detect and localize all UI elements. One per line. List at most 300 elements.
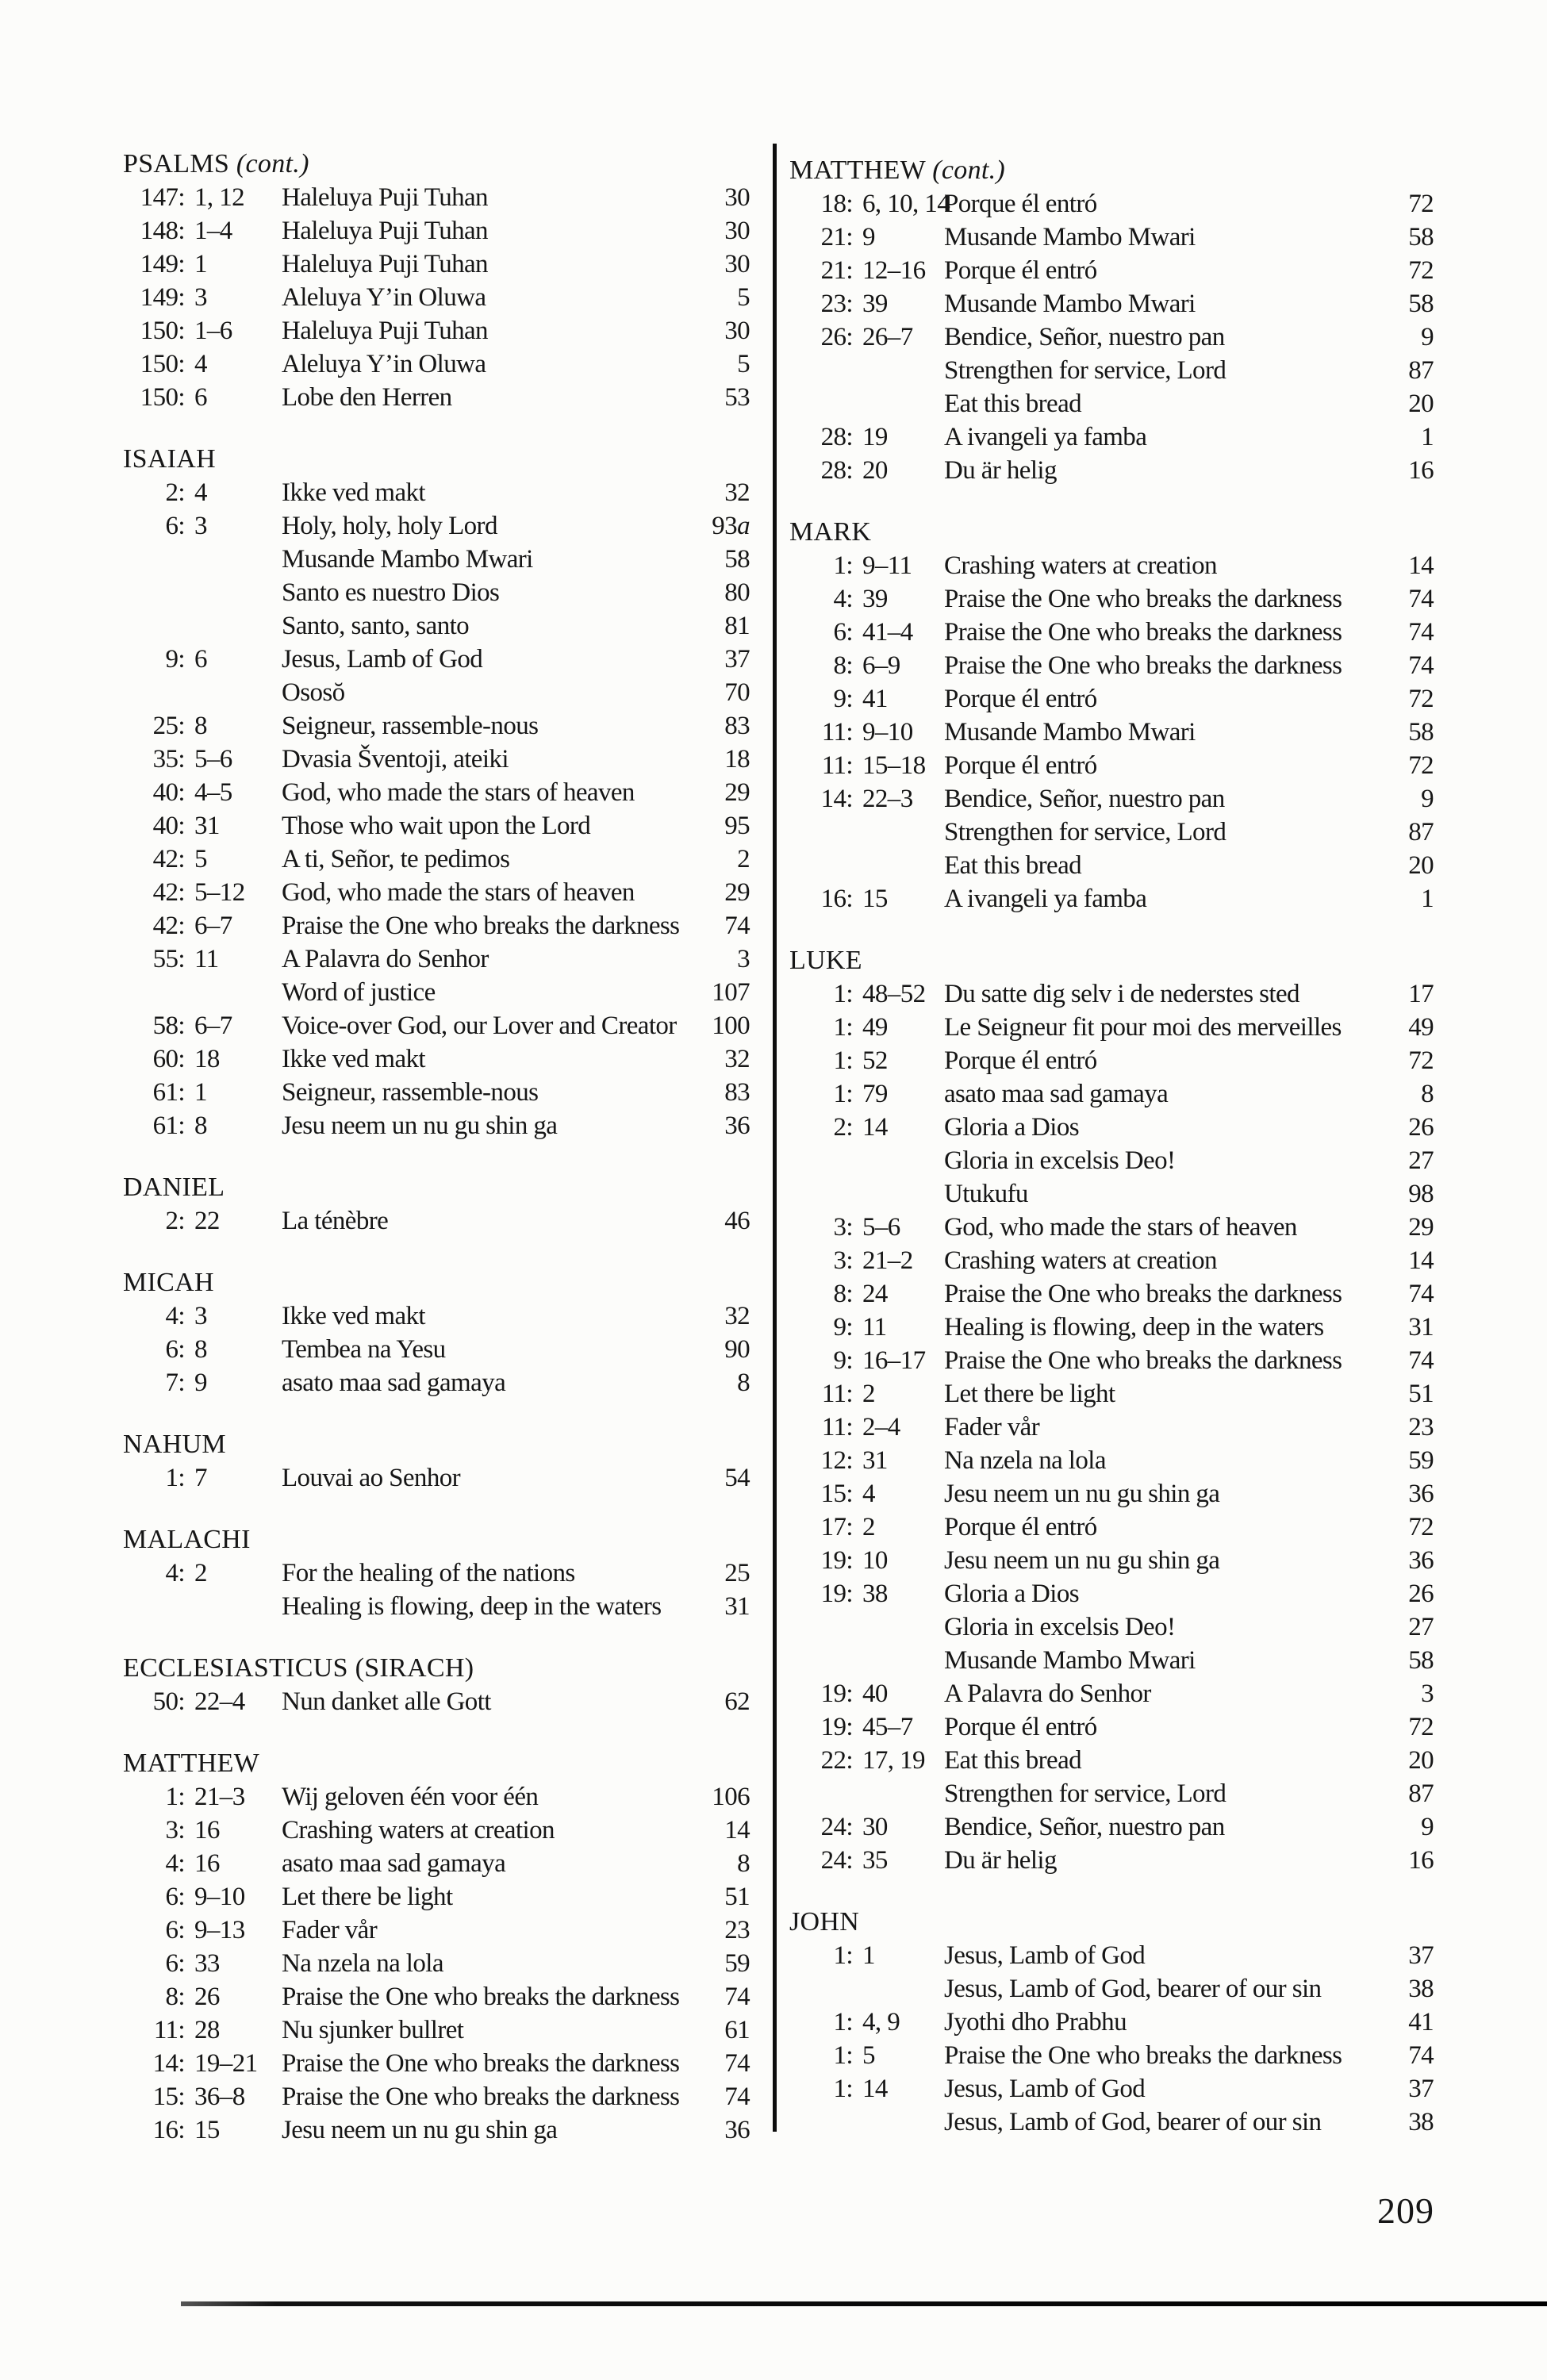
ref-verse: 1–6 (194, 317, 232, 345)
ref-chapter: 4: (833, 585, 853, 613)
entry-row (789, 1972, 1434, 2006)
hymn-number: 8 (737, 1849, 750, 1878)
ref-chapter: 7: (165, 1368, 185, 1397)
ref-verse: 8 (194, 712, 207, 740)
hymn-title: Jesu neem un nu gu shin ga (282, 1111, 558, 1140)
ref-verse: 40 (862, 1679, 888, 1708)
hymn-number: 14 (724, 1816, 750, 1844)
hymn-number: 87 (1408, 356, 1434, 385)
entry-row (789, 1777, 1434, 1810)
ref-verse: 22–3 (862, 785, 913, 813)
hymn-title: Praise the One who breaks the darkness (944, 618, 1342, 647)
ref-chapter: 6: (165, 1949, 185, 1978)
ref-verse: 16 (194, 1849, 220, 1878)
hymn-title: Praise the One who breaks the darkness (944, 585, 1342, 613)
entry-row (123, 543, 750, 576)
hymn-title: Jesus, Lamb of God, bearer of our sin (944, 1975, 1322, 2003)
hymn-number: 32 (724, 478, 750, 507)
ref-verse: 2–4 (862, 1413, 900, 1441)
hymn-number: 98 (1408, 1180, 1434, 1208)
entry-row (123, 609, 750, 643)
ref-verse: 4 (194, 350, 207, 378)
hymn-title: La ténèbre (282, 1207, 389, 1235)
hymn-title: A ivangeli ya famba (944, 885, 1147, 913)
hymn-number: 53 (724, 383, 750, 412)
ref-chapter: 15: (820, 1480, 853, 1508)
entry-row (123, 1461, 750, 1495)
ref-verse: 4–5 (194, 778, 232, 807)
ref-chapter: 11: (821, 1413, 853, 1441)
hymn-number: 2 (737, 845, 750, 873)
ref-verse: 5 (194, 845, 207, 873)
hymn-title: Ikke ved makt (282, 478, 425, 507)
entry-row (123, 1685, 750, 1718)
ref-chapter: 28: (820, 456, 853, 485)
hymn-number: 58 (1408, 1646, 1434, 1675)
hymn-title: Porque él entró (944, 685, 1097, 713)
hymn-number: 20 (1408, 1746, 1434, 1775)
hymn-title: Porque él entró (944, 751, 1097, 780)
entry-row (789, 749, 1434, 782)
hymn-title: God, who made the stars of heaven (282, 778, 635, 807)
hymn-title: Musande Mambo Mwari (944, 718, 1196, 747)
ref-verse: 38 (862, 1580, 888, 1608)
entry-row (123, 248, 750, 281)
hymn-number: 54 (724, 1464, 750, 1492)
hymn-title: Le Seigneur fit pour moi des merveilles (944, 1013, 1342, 1042)
ref-verse: 14 (862, 1113, 888, 1142)
hymn-number: 8 (737, 1368, 750, 1397)
hymn-number: 72 (1408, 751, 1434, 780)
section-isaiah (123, 443, 750, 1142)
hymn-title: Du är helig (944, 1846, 1057, 1875)
hymn-number: 62 (724, 1687, 750, 1716)
hymn-title: Eat this bread (944, 1746, 1082, 1775)
hymn-number: 95 (724, 812, 750, 840)
hymn-number: 38 (1408, 1975, 1434, 2003)
ref-chapter: 55: (152, 945, 185, 973)
ref-verse: 12–16 (862, 256, 926, 285)
hymn-number: 107 (712, 978, 750, 1007)
hymn-title: Gloria a Dios (944, 1580, 1079, 1608)
hymn-title: Seigneur, rassemble-nous (282, 712, 539, 740)
ref-verse: 6–7 (194, 1012, 232, 1040)
ref-verse: 8 (194, 1111, 207, 1140)
hymn-number: 49 (1408, 1013, 1434, 1042)
section-header (789, 516, 1434, 549)
hymn-title: Strengthen for service, Lord (944, 356, 1226, 385)
ref-chapter: 148: (140, 217, 185, 245)
ref-chapter: 8: (833, 651, 853, 680)
ref-chapter: 6: (833, 618, 853, 647)
continued-label: (cont.) (236, 149, 309, 178)
book-name: MATTHEW (789, 155, 926, 185)
ref-chapter: 1: (833, 1013, 853, 1042)
hymn-title: Healing is flowing, deep in the waters (944, 1313, 1324, 1342)
entry-row (789, 1844, 1434, 1877)
hymn-title: Word of justice (282, 978, 436, 1007)
entry-row (789, 549, 1434, 582)
entry-row (123, 1109, 750, 1142)
page-number: 209 (1377, 2190, 1434, 2231)
ref-verse: 26–7 (862, 323, 913, 351)
hymn-number: 37 (1408, 2075, 1434, 2103)
ref-verse: 21–2 (862, 1246, 913, 1275)
hymn-number: 58 (1408, 718, 1434, 747)
hymn-number: 81 (724, 612, 750, 640)
ref-chapter: 19: (820, 1679, 853, 1708)
ref-verse: 4 (862, 1480, 875, 1508)
section-micah (123, 1266, 750, 1399)
hymn-number: 72 (1408, 1513, 1434, 1541)
hymn-number: 3 (737, 945, 750, 973)
hymn-number: 58 (724, 545, 750, 574)
entry-row (123, 476, 750, 509)
ref-verse: 1 (194, 250, 207, 278)
book-name: JOHN (789, 1907, 860, 1937)
ref-verse: 6–7 (194, 912, 232, 940)
entry-row (789, 2039, 1434, 2072)
ref-chapter: 3: (165, 1816, 185, 1844)
entry-row (789, 1411, 1434, 1444)
hymn-title: Bendice, Señor, nuestro pan (944, 1813, 1225, 1841)
ref-verse: 22 (194, 1207, 220, 1235)
hymn-title: Holy, holy, holy Lord (282, 512, 497, 540)
entry-row (123, 576, 750, 609)
ref-verse: 35 (862, 1846, 888, 1875)
ref-verse: 39 (862, 585, 888, 613)
entry-row (789, 716, 1434, 749)
ref-chapter: 6: (165, 1916, 185, 1944)
hymn-title: Fader vår (282, 1916, 378, 1944)
ref-verse: 5–6 (194, 745, 232, 774)
hymn-number: 3 (1421, 1679, 1434, 1708)
ref-verse: 2 (862, 1380, 875, 1408)
hymn-title: asato maa sad gamaya (282, 1368, 506, 1397)
ref-chapter: 19: (820, 1546, 853, 1575)
hymn-title: Jyothi dho Prabhu (944, 2008, 1127, 2036)
hymn-number: 26 (1408, 1580, 1434, 1608)
ref-verse: 31 (194, 812, 220, 840)
ref-chapter: 1: (833, 2075, 853, 2103)
hymn-title: Those who wait upon the Lord (282, 812, 591, 840)
book-name: ISAIAH (123, 444, 217, 474)
hymn-number: 17 (1408, 980, 1434, 1008)
hymn-title: Haleluya Puji Tuhan (282, 183, 488, 212)
ref-chapter: 18: (820, 190, 853, 218)
ref-verse: 9–10 (862, 718, 913, 747)
hymn-title: Seigneur, rassemble-nous (282, 1078, 539, 1107)
entry-row (123, 381, 750, 414)
ref-chapter: 2: (165, 478, 185, 507)
hymn-title: Praise the One who breaks the darkness (944, 2041, 1342, 2070)
hymn-title: Gloria in excelsis Deo! (944, 1146, 1176, 1175)
ref-verse: 2 (862, 1513, 875, 1541)
hymn-title: Musande Mambo Mwari (282, 545, 533, 574)
entry-row (789, 649, 1434, 682)
hymn-title: Nun danket alle Gott (282, 1687, 491, 1716)
hymn-title: Utukufu (944, 1180, 1028, 1208)
hymn-title: Wij geloven één voor één (282, 1783, 539, 1811)
hymn-title: Haleluya Puji Tuhan (282, 250, 488, 278)
ref-chapter: 3: (833, 1246, 853, 1275)
hymn-number: 5 (737, 283, 750, 312)
ref-chapter: 12: (820, 1446, 853, 1475)
ref-chapter: 14: (820, 785, 853, 813)
ref-verse: 3 (194, 512, 207, 540)
ref-verse: 7 (194, 1464, 207, 1492)
entry-row (123, 347, 750, 381)
ref-verse: 9 (194, 1368, 207, 1397)
hymn-number: 31 (1408, 1313, 1434, 1342)
ref-chapter: 40: (152, 778, 185, 807)
hymn-title: Tembea na Yesu (282, 1335, 446, 1364)
ref-verse: 26 (194, 1983, 220, 2011)
ref-verse: 28 (194, 2016, 220, 2044)
entry-row (123, 181, 750, 214)
hymn-title: Lobe den Herren (282, 383, 452, 412)
hymn-number: 20 (1408, 390, 1434, 418)
ref-verse: 19 (862, 423, 888, 451)
hymn-number: 9 (1421, 1813, 1434, 1841)
entry-row (123, 1880, 750, 1914)
ref-chapter: 9: (165, 645, 185, 674)
hymn-title: Praise the One who breaks the darkness (282, 2082, 680, 2111)
hymn-number: 93a (712, 512, 750, 540)
hymn-number: 9 (1421, 785, 1434, 813)
hymn-title: Na nzela na lola (282, 1949, 443, 1978)
entry-row (789, 582, 1434, 616)
ref-verse: 15 (194, 2116, 220, 2144)
ref-chapter: 19: (820, 1713, 853, 1741)
ref-chapter: 1: (833, 551, 853, 580)
hymn-title: Ikke ved makt (282, 1045, 425, 1073)
ref-verse: 52 (862, 1046, 888, 1075)
ref-chapter: 14: (152, 2049, 185, 2078)
hymn-title: Na nzela na lola (944, 1446, 1106, 1475)
hymn-number: 16 (1408, 1846, 1434, 1875)
entry-row (789, 1044, 1434, 1077)
hymn-number: 27 (1408, 1613, 1434, 1641)
ref-chapter: 23: (820, 290, 853, 318)
hymn-title: Porque él entró (944, 256, 1097, 285)
ref-verse: 22–4 (194, 1687, 245, 1716)
ref-verse: 48–52 (862, 980, 926, 1008)
hymn-number-variant: a (737, 512, 750, 540)
ref-verse: 41–4 (862, 618, 913, 647)
hymn-number: 87 (1408, 1779, 1434, 1808)
hymn-number: 31 (724, 1592, 750, 1621)
entry-row (789, 1211, 1434, 1244)
ref-verse: 16–17 (862, 1346, 926, 1375)
ref-verse: 30 (862, 1813, 888, 1841)
entry-row (789, 321, 1434, 354)
entry-row (789, 1677, 1434, 1710)
entry-row (789, 1544, 1434, 1577)
section-daniel (123, 1171, 750, 1238)
entry-row (789, 682, 1434, 716)
hymn-number: 5 (737, 350, 750, 378)
entry-row (123, 1076, 750, 1109)
hymn-title: Jesu neem un nu gu shin ga (282, 2116, 558, 2144)
hymn-number: 51 (1408, 1380, 1434, 1408)
column-divider-rule (773, 144, 777, 2132)
ref-chapter: 40: (152, 812, 185, 840)
ref-verse: 1, 12 (194, 183, 245, 212)
section-matthew (789, 154, 1434, 487)
hymn-number: 32 (724, 1302, 750, 1330)
hymn-number: 23 (1408, 1413, 1434, 1441)
hymn-title: Jesus, Lamb of God (944, 2075, 1146, 2103)
ref-verse: 31 (862, 1446, 888, 1475)
hymn-number: 14 (1408, 551, 1434, 580)
ref-chapter: 2: (165, 1207, 185, 1235)
ref-verse: 33 (194, 1949, 220, 1978)
hymn-title: Gloria a Dios (944, 1113, 1079, 1142)
ref-verse: 39 (862, 290, 888, 318)
hymn-title: Voice-over God, our Lover and Creator (282, 1012, 677, 1040)
entry-row (789, 616, 1434, 649)
section-header (123, 1428, 750, 1461)
hymn-title: Strengthen for service, Lord (944, 818, 1226, 846)
ref-chapter: 8: (833, 1280, 853, 1308)
ref-verse: 79 (862, 1080, 888, 1108)
ref-chapter: 22: (820, 1746, 853, 1775)
entry-row (123, 843, 750, 876)
ref-verse: 11 (862, 1313, 887, 1342)
entry-row (123, 1009, 750, 1042)
entry-row (789, 1344, 1434, 1377)
ref-chapter: 4: (165, 1849, 185, 1878)
entry-row (789, 1610, 1434, 1644)
entry-row (789, 1939, 1434, 1972)
entry-row (789, 187, 1434, 221)
entry-row (789, 354, 1434, 387)
hymn-title: asato maa sad gamaya (944, 1080, 1169, 1108)
entry-row (789, 1444, 1434, 1477)
entry-row (123, 1914, 750, 1947)
hymn-number: 16 (1408, 456, 1434, 485)
hymn-number: 1 (1421, 423, 1434, 451)
entry-row (123, 876, 750, 909)
entry-row (789, 221, 1434, 254)
entry-row (123, 1590, 750, 1623)
entry-row (123, 214, 750, 248)
entry-row (123, 2113, 750, 2147)
ref-chapter: 11: (153, 2016, 185, 2044)
ref-chapter: 58: (152, 1012, 185, 1040)
ref-chapter: 1: (833, 1046, 853, 1075)
hymn-number: 74 (1408, 651, 1434, 680)
ref-chapter: 50: (152, 1687, 185, 1716)
entry-row (123, 643, 750, 676)
hymn-title: A ivangeli ya famba (944, 423, 1147, 451)
entry-row (123, 1814, 750, 1847)
ref-chapter: 42: (152, 912, 185, 940)
ref-chapter: 16: (820, 885, 853, 913)
ref-verse: 1 (862, 1941, 875, 1970)
hymn-title: God, who made the stars of heaven (944, 1213, 1297, 1242)
entry-row (123, 1333, 750, 1366)
hymn-title: Haleluya Puji Tuhan (282, 217, 488, 245)
ref-chapter: 149: (140, 250, 185, 278)
hymn-title: Aleluya Y’in Oluwa (282, 350, 486, 378)
ref-verse: 3 (194, 1302, 207, 1330)
hymn-number: 9 (1421, 323, 1434, 351)
section-john (789, 1906, 1434, 2139)
hymn-title: Praise the One who breaks the darkness (944, 1280, 1342, 1308)
hymn-title: A Palavra do Senhor (944, 1679, 1151, 1708)
hymn-number: 32 (724, 1045, 750, 1073)
hymn-title: Let there be light (944, 1380, 1115, 1408)
hymn-title: Du satte dig selv i de nederstes sted (944, 980, 1299, 1008)
book-name: NAHUM (123, 1430, 226, 1459)
ref-chapter: 1: (165, 1464, 185, 1492)
hymn-title: Bendice, Señor, nuestro pan (944, 785, 1225, 813)
entry-row (123, 942, 750, 976)
section-header (123, 148, 750, 181)
hymn-title: Santo es nuestro Dios (282, 578, 500, 607)
hymn-number: 58 (1408, 290, 1434, 318)
entry-row (789, 454, 1434, 487)
section-mark (789, 516, 1434, 916)
ref-verse: 6 (194, 645, 207, 674)
ref-verse: 15–18 (862, 751, 926, 780)
hymn-title: Dvasia Šventoji, ateiki (282, 745, 509, 774)
ref-chapter: 60: (152, 1045, 185, 1073)
hymn-number: 90 (724, 1335, 750, 1364)
ref-chapter: 6: (165, 512, 185, 540)
section-luke (789, 944, 1434, 1877)
ref-verse: 4 (194, 478, 207, 507)
hymn-title: Nu sjunker bullret (282, 2016, 464, 2044)
entry-row (123, 776, 750, 809)
entry-row (789, 882, 1434, 916)
ref-verse: 1 (194, 1078, 207, 1107)
ref-verse: 15 (862, 885, 888, 913)
hymn-number: 72 (1408, 1713, 1434, 1741)
hymn-title: Porque él entró (944, 1513, 1097, 1541)
hymn-number: 1 (1421, 885, 1434, 913)
ref-chapter: 6: (165, 1335, 185, 1364)
ref-chapter: 28: (820, 423, 853, 451)
hymn-title: Bendice, Señor, nuestro pan (944, 323, 1225, 351)
hymn-title: Porque él entró (944, 1046, 1097, 1075)
ref-verse: 49 (862, 1013, 888, 1042)
hymn-number: 74 (724, 912, 750, 940)
ref-chapter: 25: (152, 712, 185, 740)
hymn-number: 106 (712, 1783, 750, 1811)
hymn-number: 100 (712, 1012, 750, 1040)
hymn-title: Praise the One who breaks the darkness (282, 1983, 680, 2011)
entry-row (123, 743, 750, 776)
entry-row (123, 676, 750, 709)
hymn-number: 38 (1408, 2108, 1434, 2136)
entry-row (123, 2047, 750, 2080)
hymn-title: Crashing waters at creation (944, 551, 1217, 580)
entry-row (789, 1177, 1434, 1211)
bottom-horizontal-rule (181, 2301, 1547, 2306)
entry-row (789, 1644, 1434, 1677)
hymn-number: 51 (724, 1883, 750, 1911)
ref-chapter: 1: (833, 980, 853, 1008)
book-name: MATTHEW (123, 1749, 260, 1778)
ref-verse: 3 (194, 283, 207, 312)
ref-verse: 14 (862, 2075, 888, 2103)
entry-row (123, 1366, 750, 1399)
ref-verse: 24 (862, 1280, 888, 1308)
ref-verse: 6, 10, 14 (862, 190, 950, 218)
